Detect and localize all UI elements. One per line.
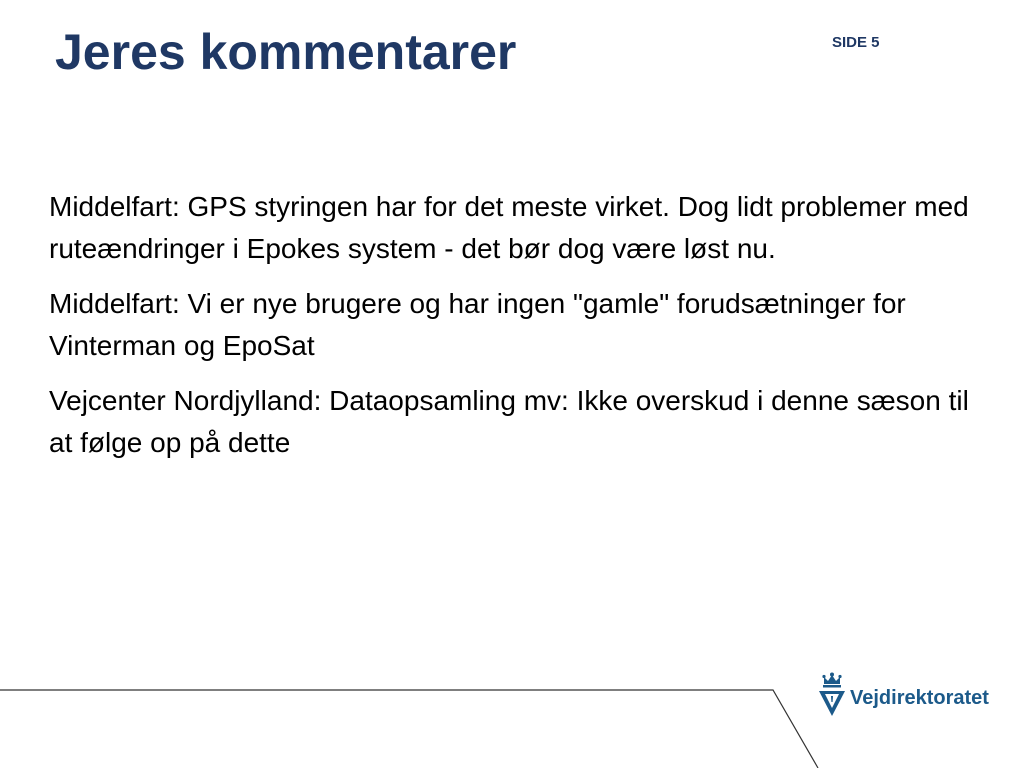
comment-paragraph-2: Middelfart: Vi er nye brugere og har ingen "gamle" forudsætninger for Vinterman og EpoSat xyxy=(49,288,906,361)
slide-body xyxy=(49,186,989,477)
comment-paragraph-3: Vejcenter Nordjylland: Dataopsamling mv: Ikke overskud i denne sæson til at følge op på dette xyxy=(49,385,969,458)
crowned-road-shield-icon xyxy=(818,672,846,718)
page-number: SIDE 5 xyxy=(832,34,880,51)
comment-paragraph-1: Middelfart: GPS styringen har for det meste virket. Dog lidt problemer med ruteændringer i Epokes system - det bør dog være løst nu. xyxy=(49,191,969,264)
logo-wordmark: Vejdirektoratet xyxy=(850,687,989,709)
slide-title: Jeres kommentarer xyxy=(55,24,517,80)
vejdirektoratet-logo xyxy=(818,672,988,720)
